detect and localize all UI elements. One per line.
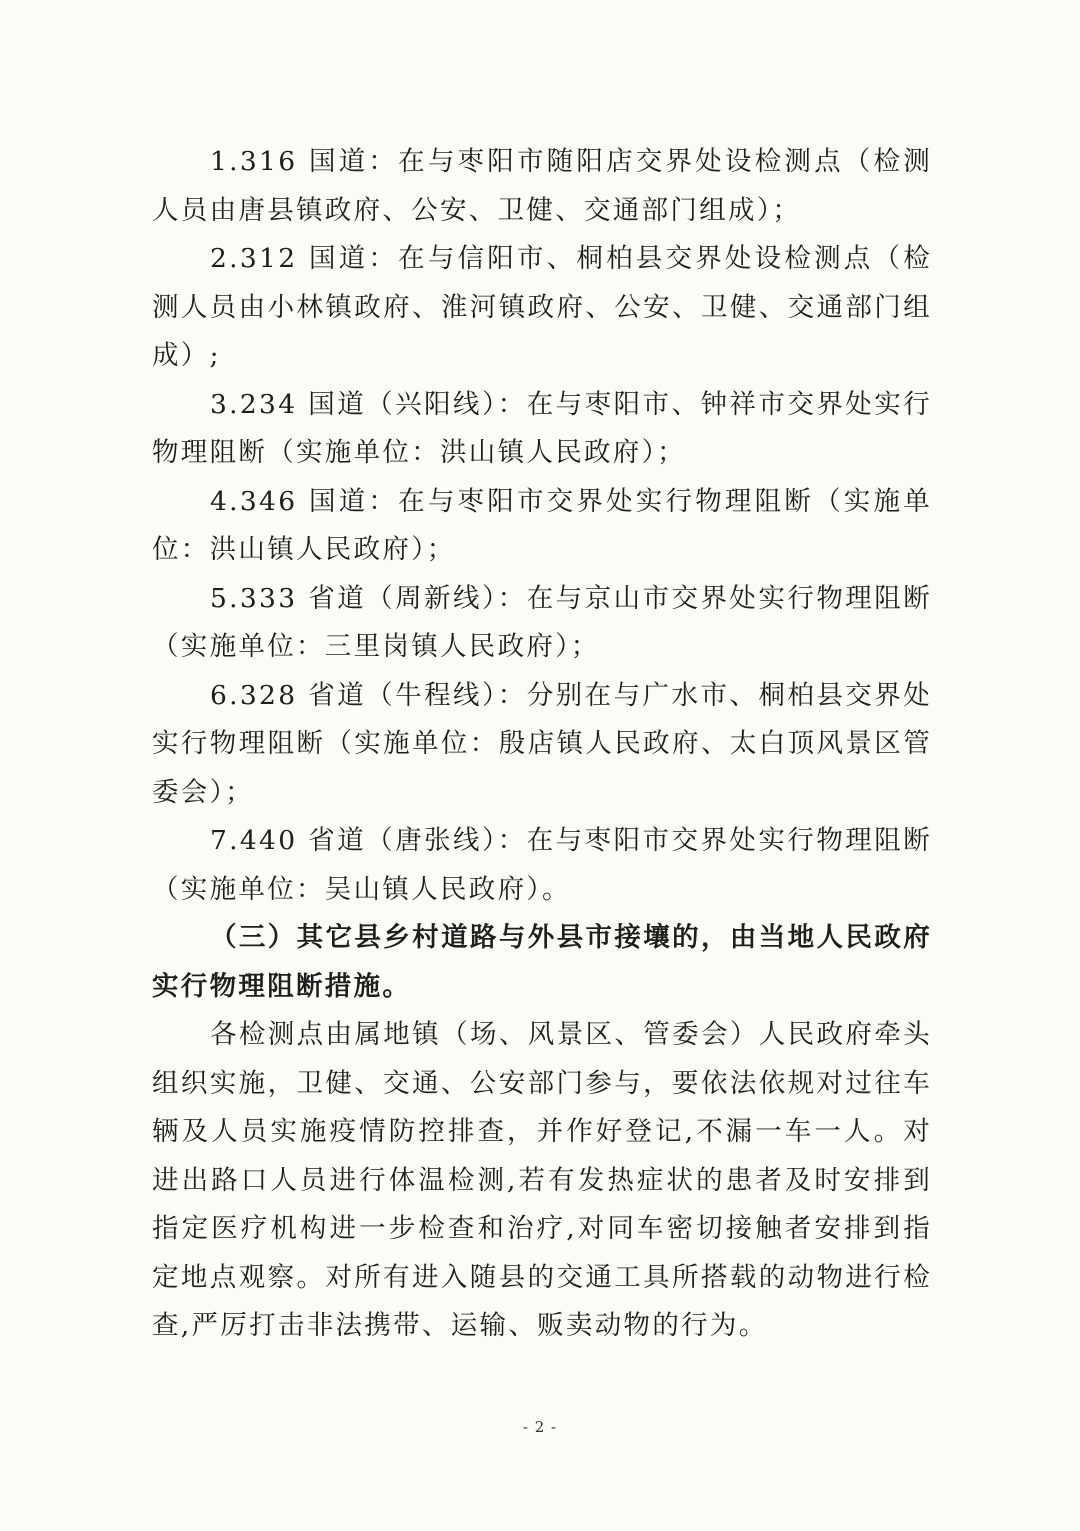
- paragraph-s328: 6.328 省道（牛程线）：分别在与广水市、桐柏县交界处实行物理阻断（实施单位：殷店镇人民政府、太白顶风景区管委会）；: [152, 679, 932, 808]
- paragraph-g346: 4.346 国道：在与枣阳市交界处实行物理阻断（实施单位：洪山镇人民政府）；: [152, 485, 932, 565]
- paragraph-g234: 3.234 国道（兴阳线）：在与枣阳市、钟祥市交界处实行物理阻断（实施单位：洪山镇人民政府）；: [152, 388, 932, 468]
- document-body: [152, 138, 932, 1351]
- paragraph-checkpoint-duties: 各检测点由属地镇（场、风景区、管委会）人民政府牵头组织实施，卫健、交通、公安部门参与，要依法依规对过往车辆及人员实施疫情防控排查，并作好登记,不漏一车一人。对进出路口人员进行体温检测,若有发热症状的患者及时安排到指定医疗机构进一步检查和治疗,对同车密切接触者安排到指定地点观察。对所有进入随县的交通工具所搭载的动物进行检查,严厉打击非法携带、运输、贩卖动物的行为。: [152, 1019, 932, 1341]
- page-number: - 2 -: [522, 1418, 558, 1436]
- paragraph-s333: 5.333 省道（周新线）：在与京山市交界处实行物理阻断（实施单位：三里岗镇人民政府）；: [152, 582, 932, 662]
- paragraph-g316: 1.316 国道：在与枣阳市随阳店交界处设检测点（检测人员由唐县镇政府、公安、卫健、交通部门组成）；: [152, 146, 932, 226]
- section-heading-3: （三）其它县乡村道路与外县市接壤的，由当地人民政府实行物理阻断措施。: [152, 922, 932, 1002]
- paragraph-g312: 2.312 国道：在与信阳市、桐柏县交界处设检测点（检测人员由小林镇政府、淮河镇政府、公安、卫健、交通部门组成）;: [152, 243, 932, 371]
- paragraph-s440: 7.440 省道（唐张线）：在与枣阳市交界处实行物理阻断（实施单位：吴山镇人民政府）。: [152, 825, 932, 905]
